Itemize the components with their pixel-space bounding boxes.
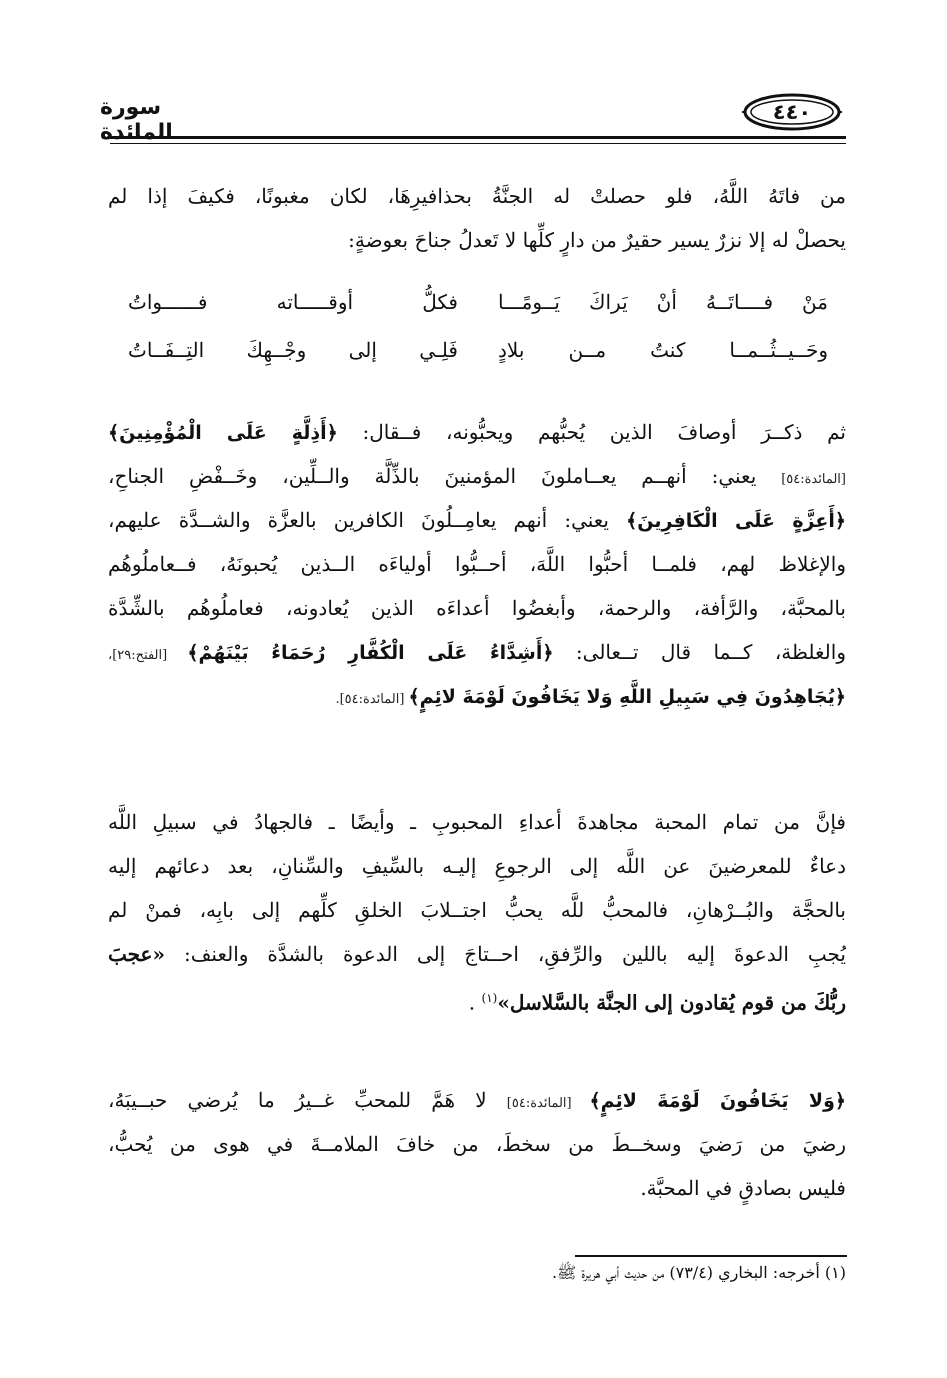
quran-verse: ﴿وَلا يَخَافُونَ لَوْمَةَ لائِمٍ﴾ bbox=[589, 1090, 847, 1112]
paragraph-1 bbox=[108, 174, 846, 262]
poem-hemistich-left: فكلُّ أوقـــــاته فــــــواتُ bbox=[128, 290, 458, 314]
text-line bbox=[108, 1078, 846, 1122]
poem-verse bbox=[128, 338, 828, 386]
footnote-divider bbox=[575, 1255, 847, 1257]
quran-verse: ﴿أَشِدَّاءُ عَلَى الْكُفَّارِ رُحَمَاءُ بَيْنَهُمْ﴾ bbox=[187, 642, 554, 664]
poem-hemistich-right: وحَــيــثُــمــا كنتُ مــن بلادٍ bbox=[498, 338, 828, 362]
paragraph-3 bbox=[108, 800, 846, 1020]
quran-verse: ﴿أَذِلَّةٍ عَلَى الْمُؤْمِنِينَ﴾ bbox=[108, 422, 338, 444]
text-line bbox=[108, 932, 846, 976]
text-line bbox=[108, 498, 846, 542]
text-span: لا هَمَّ للمحبِّ غــيرُ ما يُرضي حبــيبَهُ، bbox=[108, 1088, 507, 1112]
verse-reference: [المائدة:٥٤]. bbox=[335, 692, 409, 707]
poem bbox=[128, 290, 828, 386]
text-span: يُجبِ الدعوةَ إليه باللين والرِّفقِ، احــتاجَ إلى الدعوة بالشدَّة والعنف: bbox=[164, 942, 846, 966]
surah-title: سورة المائدة bbox=[100, 95, 173, 145]
page-number: ٤٤٠ bbox=[772, 100, 812, 124]
text-line bbox=[108, 630, 846, 674]
text-line: فإنَّ من تمام المحبة مجاهدةَ أعداءِ المحبوبِ ـ وأيضًا ـ فالجهادُ في سبيلِ اللَّه bbox=[108, 810, 846, 834]
footnote-marker: (١) bbox=[481, 991, 498, 1005]
hadith-text: «عجبَ bbox=[108, 942, 165, 966]
footnote: (١) أخرجه: البخاري (٧٣/٤) من حديث أبي هريرة ﷺ. bbox=[551, 1263, 846, 1282]
text-line bbox=[108, 410, 846, 454]
text-span: . bbox=[468, 990, 482, 1015]
text-line: بالحجَّة والبُــرْهانِ، فالمحبُّ للَّه يحبُّ اجتــلابَ الخلقِ كلِّهم إلى بابِه، فمنْ لم bbox=[108, 898, 846, 922]
text-line: بالمحبَّة، والرَّأفة، والرحمة، وأبغضُوا أعداءَه الذين يُعادونه، فعاملُوهُم بالشِّدَّة bbox=[108, 596, 846, 620]
text-line: والإغلاظ لهم، فلمــا أحبُّوا اللَّهَ، أحــبُّوا أولياءَه الــذين يُحبونَهُ، فــعاملُوهُم bbox=[108, 552, 846, 576]
text-line bbox=[108, 454, 846, 498]
text-line: يحصلْ له إلا نزرٌ يسير حقيرٌ من دارٍ كلِّها لا تَعدلُ جناحَ بعوضةٍ: bbox=[348, 228, 846, 252]
text-span: والغلظة، كــما قال تــعالى: bbox=[553, 640, 846, 664]
verse-reference: [المائدة:٥٤] bbox=[506, 1096, 590, 1111]
text-line bbox=[108, 976, 846, 1020]
text-span: يعني: أنهــم يعــاملونَ المؤمنينَ بالذِّلَّة والــلِّين، وخَــفْضِ الجناحِ، bbox=[108, 464, 782, 488]
poem-hemistich-left: فَلِـي إلى وجْــهِكَ التِــفَــاتُ bbox=[128, 338, 458, 362]
header-divider-thin bbox=[110, 143, 846, 144]
quran-verse: ﴿أَعِزَّةٍ عَلَى الْكَافِرِينَ﴾ bbox=[626, 510, 846, 532]
hadith-text: ربُّكَ من قوم يُقادون إلى الجنَّة بالسَّلاسل» bbox=[497, 990, 846, 1015]
poem-verse bbox=[128, 290, 828, 338]
quran-verse: ﴿يُجَاهِدُونَ فِي سَبِيلِ اللَّهِ وَلا يَخَافُونَ لَوْمَةَ لائِمٍ﴾ bbox=[408, 686, 846, 708]
page-number-badge bbox=[742, 92, 842, 132]
text-span: يعني: أنهم يعامِــلُونَ الكافرين بالعزَّة والشــدَّة عليهم، bbox=[108, 508, 627, 532]
text-line: رضيَ من رَضيَ وسخــطَ من سخطَ، من خافَ الملامــةَ في هوى من يُحبُّ، bbox=[108, 1132, 846, 1156]
verse-reference: [المائدة:٥٤] bbox=[781, 472, 846, 487]
text-span: ثم ذكــرَ أوصافَ الذين يُحبُّهم ويحبُّونه، فــقال: bbox=[337, 420, 846, 444]
text-line: دعاءٌ للمعرضينَ عن اللَّه إلى الرجوعِ إليـه بالسِّيفِ والسِّنانِ، بعد دعائهم إليه bbox=[108, 854, 846, 878]
text-line: من فاتَهُ اللَّهُ، فلو حصلتْ له الجنَّةُ بحذافيرِهَا، لكان مغبونًا، فكيفَ إذا لم bbox=[108, 184, 846, 208]
paragraph-4 bbox=[108, 1078, 846, 1210]
poem-hemistich-right: مَنْ فــــاتَــهُ أنْ يَراكَ يَــومًـــا bbox=[498, 290, 828, 314]
text-line: فليس بصادقٍ في المحبَّة. bbox=[640, 1176, 846, 1200]
paragraph-2 bbox=[108, 410, 846, 718]
verse-reference: [الفتح:٢٩]، bbox=[108, 648, 188, 663]
text-line bbox=[108, 674, 846, 718]
header-divider bbox=[110, 136, 846, 139]
